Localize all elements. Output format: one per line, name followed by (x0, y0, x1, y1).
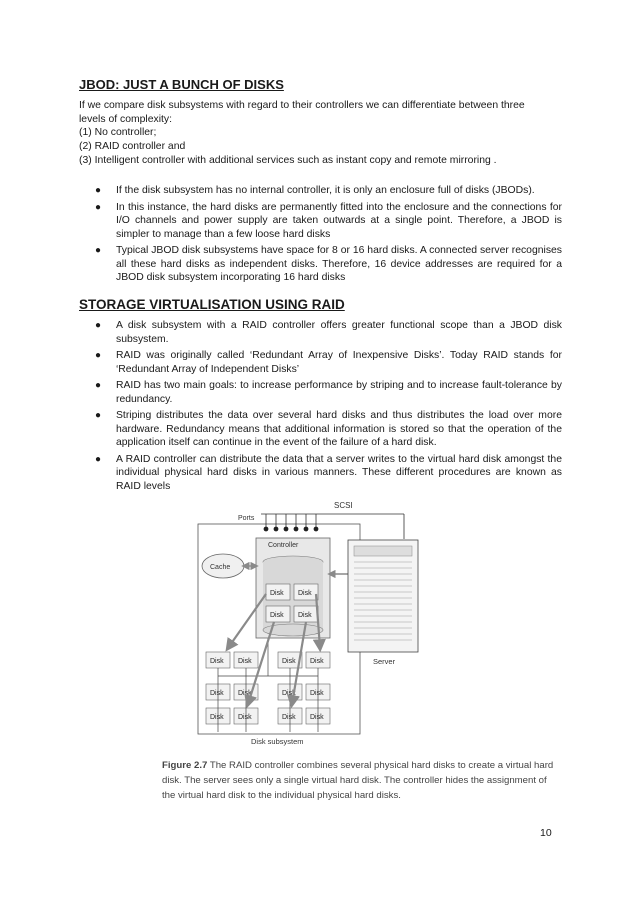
bullet-dot-icon: ● (95, 245, 102, 256)
list-item: ● A disk subsystem with a RAID controller offers greater functional scope than a JBOD disk subsystem. (95, 320, 562, 345)
jbod-bullet-list (79, 184, 562, 288)
svg-text:Disk: Disk (298, 590, 312, 597)
intro-line: (1) No controller; (79, 127, 157, 139)
ports-label: Ports (238, 515, 255, 522)
svg-text:Disk: Disk (282, 690, 296, 697)
disk-subsystem-label: Disk subsystem (251, 737, 304, 746)
figure-caption-label: Figure 2.7 (162, 760, 208, 771)
server-label: Server (373, 657, 396, 666)
figure-caption (162, 758, 562, 803)
list-item: ● Typical JBOD disk subsystems have space for 8 or 16 hard disks. A connected server recognises all these hard disks as independent disks. Therefore, 16 device addresses are required for a JBOD disk subsystem incorporating 16 hard disks (95, 245, 562, 283)
intro-line: (3) Intelligent controller with additional services such as instant copy and remote mirroring . (79, 154, 497, 166)
list-item: ● Striping distributes the data over several hard disks and thus distributes the load over more hardware. Redundancy means that additional information is stored so that the operation of the application itself can continue in the event of the failure of a hard disk. (95, 410, 562, 448)
svg-text:Disk: Disk (210, 658, 224, 665)
svg-text:Disk: Disk (282, 714, 296, 721)
svg-text:Disk: Disk (270, 590, 284, 597)
bullet-dot-icon: ● (95, 320, 102, 331)
server-icon (348, 540, 418, 652)
intro-line: (2) RAID controller and (79, 141, 186, 153)
svg-text:Disk: Disk (238, 714, 252, 721)
svg-text:Disk: Disk (310, 714, 324, 721)
controller-label: Controller (268, 542, 299, 549)
svg-text:Disk: Disk (238, 658, 252, 665)
raid-diagram (196, 494, 526, 752)
svg-text:Disk: Disk (298, 612, 312, 619)
figure-caption-text: The RAID controller combines several physical hard disks to create a virtual hard disk. The server sees only a single virtual hard disk. The controller hides the assignment of the virtual hard disk to the individual physical hard disks. (162, 760, 554, 801)
list-item: ● If the disk subsystem has no internal controller, it is only an enclosure full of disks (JBODs). (95, 185, 535, 196)
section-heading-raid: STORAGE VIRTUALISATION USING RAID (79, 297, 345, 312)
raid-bullet-list (79, 319, 562, 496)
intro-paragraph (79, 99, 561, 168)
internal-bus-lines (218, 638, 318, 732)
port-connectors (264, 514, 319, 531)
section-heading-jbod: JBOD: JUST A BUNCH OF DISKS (79, 77, 284, 92)
bullet-dot-icon: ● (95, 350, 102, 361)
svg-text:Disk: Disk (270, 612, 284, 619)
svg-text:Disk: Disk (238, 690, 252, 697)
bullet-dot-icon: ● (95, 453, 102, 465)
bullet-dot-icon: ● (95, 410, 102, 421)
bullet-dot-icon: ● (95, 185, 102, 196)
bullet-dot-icon: ● (95, 201, 102, 213)
svg-text:Disk: Disk (310, 690, 324, 697)
intro-line: If we compare disk subsystems with regard to their controllers we can differentiate between three (79, 100, 525, 111)
bullet-dot-icon: ● (95, 380, 102, 391)
list-item: ● RAID has two main goals: to increase performance by striping and to increase fault-tolerance by redundancy. (95, 380, 562, 405)
cache-label: Cache (210, 564, 231, 571)
scsi-label: SCSI (334, 501, 353, 510)
intro-line: levels of complexity: (79, 113, 172, 125)
svg-text:Disk: Disk (210, 714, 224, 721)
page-number: 10 (540, 827, 552, 839)
svg-text:Disk: Disk (310, 658, 324, 665)
list-item: ● In this instance, the hard disks are permanently fitted into the enclosure and the connections for I/O channels and power supply are taken outwards at a single point. Therefore, a JBOD is simpler to manage than a few loose hard disks (95, 201, 562, 240)
list-item: ● RAID was originally called ‘Redundant Array of Inexpensive Disks’. Today RAID stands for ‘Redundant Array of Independent Disks’ (95, 350, 562, 375)
svg-text:Disk: Disk (282, 658, 296, 665)
list-item: ● A RAID controller can distribute the data that a server writes to the virtual hard disk amongst the individual physical hard disks in various manners. These different procedures are known as RAID levels (95, 453, 562, 492)
svg-text:Disk: Disk (210, 690, 224, 697)
